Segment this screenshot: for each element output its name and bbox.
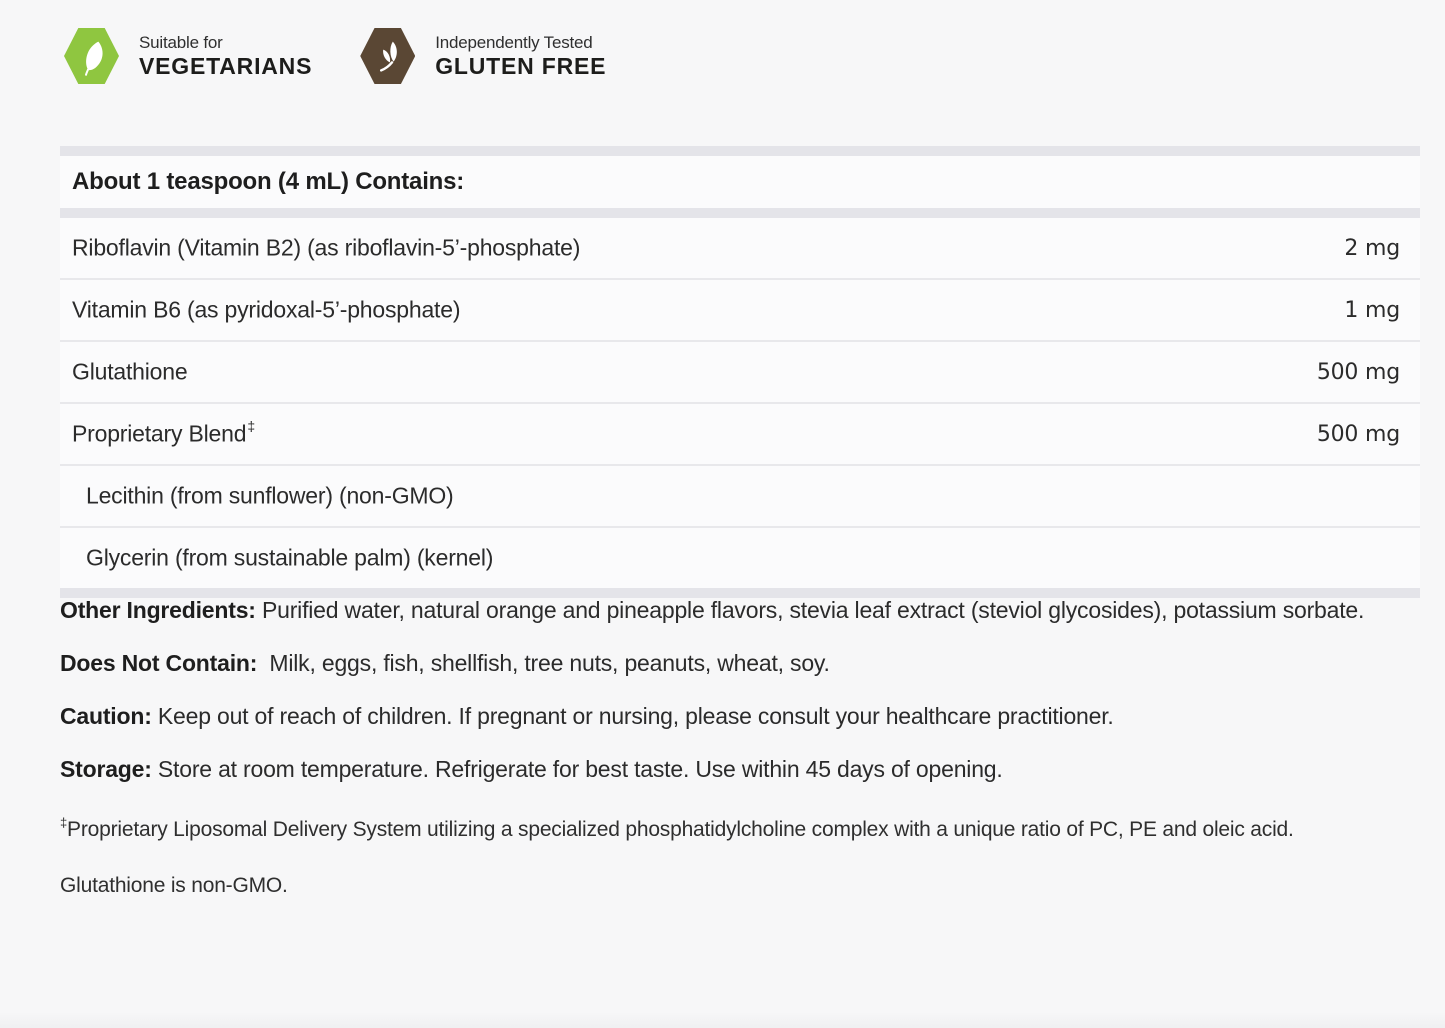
badge-vegetarians — [64, 28, 312, 84]
table-header-divider-bar — [60, 208, 1420, 218]
proprietary-blend-footnote — [60, 806, 1425, 848]
non-gmo-note: Glutathione is non-GMO. — [60, 874, 288, 897]
badge-gluten-free-subtitle: Independently Tested — [435, 33, 593, 52]
caution-text: Keep out of reach of children. If pregnant or nursing, please consult your healthcare practitioner. — [157, 703, 1114, 729]
storage-paragraph — [60, 751, 1425, 787]
supplement-table — [60, 146, 1420, 598]
other-ingredients-label: Other Ingredients: — [60, 597, 256, 623]
other-ingredients-text: Purified water, natural orange and pineapple flavors, stevia leaf extract (steviol glycosides), potassium sorbate. — [261, 597, 1365, 623]
ingredient-name: Vitamin B6 (as pyridoxal-5’-phosphate) — [72, 296, 461, 323]
caution-paragraph — [60, 698, 1425, 734]
ingredient-name: Lecithin (from sunflower) (non-GMO) — [86, 482, 454, 509]
does-not-contain-paragraph — [60, 645, 1425, 681]
ingredient-name: Proprietary Blend‡ — [72, 418, 255, 447]
table-header-label: About 1 teaspoon (4 mL) Contains: — [72, 168, 465, 195]
footnote-marker: ‡ — [60, 815, 68, 830]
badge-vegetarians-subtitle: Suitable for — [139, 33, 223, 52]
does-not-contain-label: Does Not Contain: — [60, 650, 258, 676]
badge-gluten-free-title: GLUTEN FREE — [435, 53, 607, 79]
grain-hexagon-icon — [360, 28, 415, 84]
ingredient-amount: 500 mg — [1316, 359, 1400, 385]
table-row-glycerin — [60, 526, 1420, 588]
table-row-lecithin — [60, 464, 1420, 526]
table-row-glutathione — [60, 340, 1420, 402]
badge-gluten-free — [360, 28, 606, 84]
ingredient-name: Glutathione — [72, 358, 188, 385]
table-row-proprietary-blend — [60, 402, 1420, 464]
does-not-contain-text: Milk, eggs, fish, shellfish, tree nuts, peanuts, wheat, soy. — [269, 650, 830, 676]
footnote-text: Proprietary Liposomal Delivery System utilizing a specialized phosphatidylcholine complex with a unique ratio of PC, PE and oleic acid. — [67, 818, 1294, 841]
ingredient-name: Riboflavin (Vitamin B2) (as riboflavin-5’-phosphate) — [72, 234, 581, 261]
table-top-bar — [60, 146, 1420, 156]
leaf-hexagon-icon — [64, 28, 119, 84]
table-header-row — [60, 156, 1420, 208]
ingredient-name: Glycerin (from sustainable palm) (kernel) — [86, 544, 494, 571]
other-ingredients-paragraph — [60, 592, 1390, 628]
badge-gluten-free-text — [435, 32, 606, 80]
ingredient-amount: 500 mg — [1316, 421, 1400, 447]
ingredient-amount: 1 mg — [1344, 297, 1400, 323]
badge-vegetarians-title: VEGETARIANS — [139, 53, 313, 79]
table-row-vitamin-b6 — [60, 278, 1420, 340]
badge-vegetarians-text — [139, 32, 312, 80]
storage-text: Store at room temperature. Refrigerate for best taste. Use within 45 days of opening. — [157, 756, 1003, 782]
ingredient-amount: 2 mg — [1344, 235, 1400, 261]
certification-badges — [64, 28, 606, 84]
storage-label: Storage: — [60, 756, 152, 782]
footnote-marker: ‡ — [247, 418, 255, 435]
bottom-shadow-band — [0, 1012, 1445, 1028]
label-copy — [60, 592, 1425, 921]
table-row-riboflavin — [60, 218, 1420, 278]
caution-label: Caution: — [60, 703, 152, 729]
